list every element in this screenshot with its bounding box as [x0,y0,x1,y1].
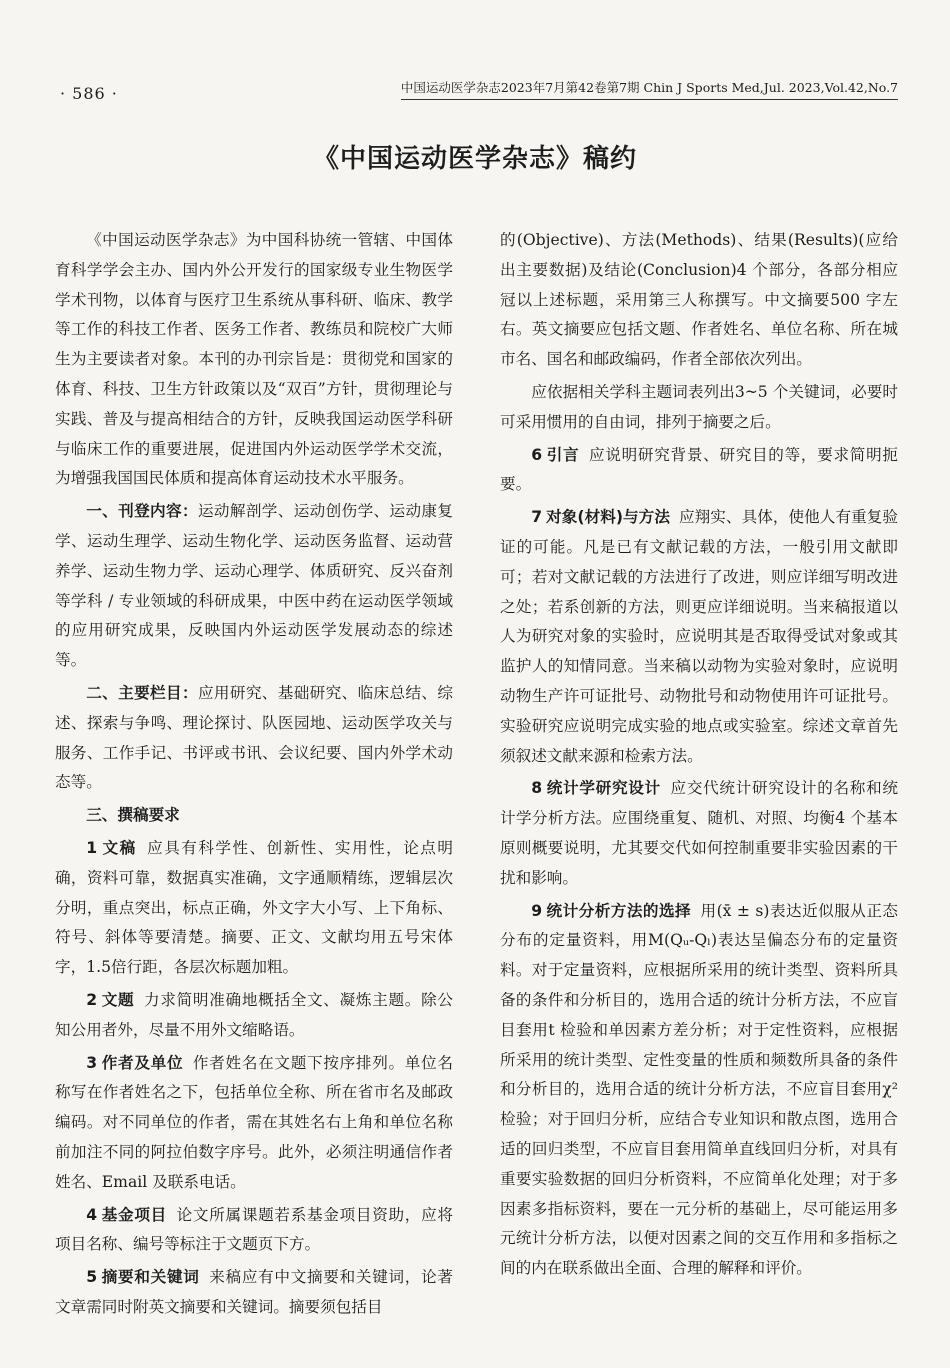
running-head: 中国运动医学杂志2023年7月第42卷第7期 Chin J Sports Med,Jul. 2023,Vol.42,No.7 [401,78,898,100]
section2-heading: 二、主要栏目： [86,683,198,702]
section3-heading: 三、撰稿要求 [86,806,180,825]
item-number: 1 [86,838,98,857]
item-number: 9 [531,901,543,920]
item-paragraph [500,503,898,771]
right-column [500,226,898,1284]
left-column [55,226,453,1323]
section1-heading: 一、刊登内容： [86,502,198,521]
item-text: 作者姓名在文题下按序排列。单位名称写在作者姓名之下，包括单位全称、所在省市名及邮政编码。对不同单位的作者，需在其姓名右上角和单位名称前加注不同的阿拉伯数字序号。此外，必须注明通信作者姓名、Email 及联系电话。 [55,1053,453,1191]
section1-paragraph [55,497,453,676]
item-number: 7 [531,508,543,527]
article-title: 《中国运动医学杂志》稿约 [312,144,637,174]
abstract-continuation: 的(Objective)、方法(Methods)、结果(Results)(应给出主要数据)及结论(Conclusion)4 个部分，各部分相应冠以上述标题，采用第三人称撰写。中文摘要500 字左右。英文摘要应包括文题、作者姓名、单位名称、所在城市名、国名和邮政编码，作者全部依次列出。 [500,231,898,369]
item-text: 用(x̄ ± s)表达近似服从正态分布的定量资料，用M(Qᵤ-Qₗ)表达呈偏态分布的定量资料。对于定量资料，应根据所采用的统计类型、资料所具备的条件和分析目的，选用合适的统计分析方法，不应盲目套用t 检验和单因素方差分析；对于定性资料，应根据所采用的统计类型、定性变量的性质和频数所具备的条件和分析目的，选用合适的统计分析方法，不应盲目套用χ² 检验；对于回归分析，应结合专业知识和散点图，选用合适的回归类型，不应盲目套用简单直线回归分析，对具有重要实验数据的回归分析资料，不应简单化处理；对于多因素多指标资料，要在一元分析的基础上，尽可能运用多元统计分析方法，以便对因素之间的交互作用和多指标之间的内在联系做出全面、合理的解释和评价。 [500,901,898,1278]
item-heading: 摘要和关键词 [101,1268,200,1287]
item-text: 应具有科学性、创新性、实用性，论点明确，资料可靠，数据真实准确，文字通顺精练，逻辑层次分明，重点突出，标点正确，外文字大小写、上下角标、符号、斜体等要清楚。摘要、正文、文献均用五号宋体字，1.5倍行距，各层次标题加粗。 [55,838,453,977]
item-heading: 统计分析方法的选择 [546,901,692,920]
item-paragraph [55,1201,453,1261]
item-heading: 对象(材料)与方法 [546,508,670,527]
item-paragraph [55,834,453,983]
item-heading: 基金项目 [101,1205,167,1224]
item-text: 力求简明准确地概括全文、凝炼主题。除公知公用者外，尽量不用外文缩略语。 [55,990,453,1039]
section2-text: 应用研究、基础研究、临床总结、综述、探索与争鸣、理论探讨、队医园地、运动医学攻关与服务、工作手记、书评或书讯、会议纪要、国内外学术动态等。 [55,683,453,792]
item-number: 8 [531,779,543,798]
item-heading: 统计学研究设计 [546,779,661,798]
intro-paragraph: 《中国运动医学杂志》为中国科协统一管辖、中国体育科学学会主办、国内外公开发行的国家级专业生物医学学术刊物，以体育与医疗卫生系统从事科研、临床、教学等工作的科技工作者、医务工作者、教练员和院校广大师生为主要读者对象。本刊的办刊宗旨是：贯彻党和国家的体育、科技、卫生方针政策以及“双百”方针，贯彻理论与实践、普及与提高相结合的方针，反映我国运动医学科研与临床工作的重要进展，促进国内外运动医学学术交流，为增强我国国民体质和提高体育运动技术水平服务。 [55,231,453,488]
item-paragraph [55,1263,453,1323]
item-number: 3 [86,1053,98,1072]
item-heading: 引言 [546,445,580,464]
item-paragraph [500,774,898,893]
section1-text: 运动解剖学、运动创伤学、运动康复学、运动生理学、运动生物化学、运动医务监督、运动营养学、运动生物力学、运动心理学、体质研究、反兴奋剂等学科 / 专业领域的科研成果，中医中药在运动医学领域的应用研究成果，反映国内外运动医学发展动态的综述等。 [55,502,453,670]
item-number: 2 [86,990,98,1009]
item-number: 5 [86,1268,98,1287]
page-header [60,78,898,104]
keywords-paragraph: 应依据相关学科主题词表列出3~5 个关键词，必要时可采用惯用的自由词，排列于摘要之后。 [500,382,898,431]
page-number: · 586 · [60,84,118,103]
item-number: 4 [86,1205,98,1224]
item-paragraph [500,897,898,1284]
item-heading: 作者及单位 [101,1053,184,1072]
item-heading: 文题 [101,990,135,1009]
item-text: 来稿应有中文摘要和关键词，论著文章需同时附英文摘要和关键词。摘要须包括目 [55,1268,453,1316]
item-number: 6 [531,445,543,464]
item-paragraph [55,1049,453,1198]
section2-paragraph [55,679,453,798]
item-text: 应说明研究背景、研究目的等，要求简明扼要。 [500,445,898,494]
item-text: 应翔实、具体，使他人有重复验证的可能。凡是已有文献记载的方法，一般引用文献即可；若对文献记载的方法进行了改进，则应详细写明改进之处；若系创新的方法，则更应详细说明。当来稿报道以人为研究对象的实验时，应说明其是否取得受试对象或其监护人的知情同意。当来稿以动物为实验对象时，应说明动物生产许可证批号、动物批号和动物使用许可证批号。实验研究应说明完成实验的地点或实验室。综述文章首先须叙述文献来源和检索方法。 [500,508,898,765]
section3-heading-paragraph [55,801,453,831]
item-paragraph [55,986,453,1046]
item-paragraph [500,441,898,501]
item-text: 论文所属课题若系基金项目资助，应将项目名称、编号等标注于文题页下方。 [55,1205,453,1254]
item-heading: 文稿 [101,838,137,857]
item-text: 应交代统计研究设计的名称和统计学分析方法。应围绕重复、随机、对照、均衡4 个基本原则概要说明，尤其要交代如何控制重要非实验因素的干扰和影响。 [500,779,898,887]
